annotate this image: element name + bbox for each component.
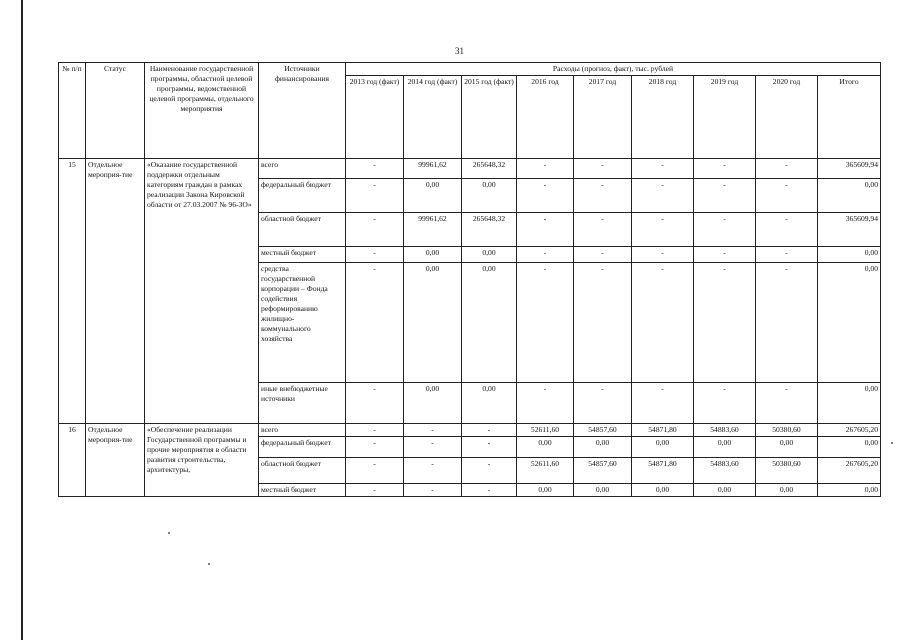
row-value: -	[404, 458, 462, 484]
row-value: -	[517, 383, 574, 424]
row-value: 0,00	[517, 437, 574, 458]
row-value: -	[346, 424, 404, 437]
row-value: -	[574, 263, 632, 383]
row-value: 54871,80	[632, 424, 694, 437]
header-year: 2018 год	[632, 76, 694, 159]
row-total-value: 0,00	[818, 247, 881, 263]
row-value: 0,00	[462, 263, 517, 383]
row-value: -	[346, 458, 404, 484]
row-value: 0,00	[404, 263, 462, 383]
row-value: -	[694, 263, 756, 383]
header-name: Наименование государственной программы, областной целевой программы, ведомственной целевой программы, отдельного мероприятия	[145, 63, 259, 159]
row-value: -	[574, 247, 632, 263]
row-value: 52611,60	[517, 424, 574, 437]
row-value: -	[694, 159, 756, 179]
row-total-value: 0,00	[818, 179, 881, 213]
row-value: -	[517, 263, 574, 383]
row-value: -	[756, 179, 818, 213]
row-value: -	[694, 179, 756, 213]
page-number: 31	[455, 46, 464, 56]
row-value: 0,00	[574, 437, 632, 458]
row-value: -	[756, 159, 818, 179]
row-value: -	[632, 247, 694, 263]
row-value: 52611,60	[517, 458, 574, 484]
row-source: местный бюджет	[259, 247, 346, 263]
row-total-value: 0,00	[818, 437, 881, 458]
scan-speck	[891, 442, 893, 444]
header-year: 2013 год (факт)	[346, 76, 404, 159]
row-value: 0,00	[694, 484, 756, 497]
header-status: Статус	[86, 63, 145, 159]
header-row-top	[59, 63, 881, 76]
row-value: -	[574, 213, 632, 247]
row-value: -	[694, 247, 756, 263]
header-year: 2020 год	[756, 76, 818, 159]
row-value: 265648,32	[462, 213, 517, 247]
header-source: Источники финансирования	[259, 63, 346, 159]
table-row	[59, 159, 881, 179]
row-value: -	[346, 437, 404, 458]
row-value: -	[632, 179, 694, 213]
row-value: -	[574, 159, 632, 179]
row-value: 54883,60	[694, 458, 756, 484]
row-value: 50380,60	[756, 424, 818, 437]
row-number: 16	[59, 424, 86, 497]
row-value: -	[517, 247, 574, 263]
row-value: -	[756, 383, 818, 424]
row-source: средства государственной корпорации – Фонда содействия реформированию жилищно-коммунального хозяйства	[259, 263, 346, 383]
row-value: -	[756, 263, 818, 383]
row-value: 0,00	[574, 484, 632, 497]
row-name: «Обеспечение реализации Государственной программы и прочие мероприятия в области развития строительства, архитектуры,	[145, 424, 259, 497]
row-value: -	[346, 213, 404, 247]
row-source: федеральный бюджет	[259, 437, 346, 458]
row-number: 15	[59, 159, 86, 424]
row-value: -	[346, 484, 404, 497]
row-value: -	[404, 424, 462, 437]
row-value: 0,00	[756, 484, 818, 497]
row-value: -	[517, 179, 574, 213]
row-value: -	[462, 484, 517, 497]
row-value: -	[756, 213, 818, 247]
row-value: 0,00	[632, 484, 694, 497]
row-value: 265648,32	[462, 159, 517, 179]
row-value: -	[346, 179, 404, 213]
row-source: всего	[259, 424, 346, 437]
header-year: 2016 год	[517, 76, 574, 159]
row-value: -	[462, 437, 517, 458]
row-source: областной бюджет	[259, 458, 346, 484]
row-value: -	[756, 247, 818, 263]
row-total-value: 365609,94	[818, 159, 881, 179]
row-value: -	[574, 179, 632, 213]
row-value: 50380,60	[756, 458, 818, 484]
row-value: 0,00	[404, 179, 462, 213]
row-value: -	[694, 383, 756, 424]
header-year: 2019 год	[694, 76, 756, 159]
row-value: 99961,62	[404, 213, 462, 247]
row-value: -	[574, 383, 632, 424]
row-source: иные внебюджетные источники	[259, 383, 346, 424]
scan-speck	[208, 563, 210, 565]
header-expenses: Расходы (прогноз, факт), тыс. рублей	[346, 63, 881, 76]
header-year-total: Итого	[818, 76, 881, 159]
row-value: 54857,60	[574, 424, 632, 437]
row-value: 0,00	[694, 437, 756, 458]
row-total-value: 0,00	[818, 484, 881, 497]
row-value: -	[404, 484, 462, 497]
row-total-value: 0,00	[818, 383, 881, 424]
row-value: -	[462, 458, 517, 484]
row-value: 0,00	[462, 179, 517, 213]
row-name: «Оказание государственной поддержки отдельным категориям граждан в рамках реализации Закона Кировской области от 27.03.2007 № 96-ЗО»	[145, 159, 259, 424]
budget-table	[58, 62, 881, 497]
row-value: -	[346, 383, 404, 424]
row-value: -	[694, 213, 756, 247]
row-status: Отдельное мероприя-тие	[86, 424, 145, 497]
header-year: 2017 год	[574, 76, 632, 159]
row-total-value: 267605,20	[818, 424, 881, 437]
row-value: 0,00	[404, 247, 462, 263]
row-value: -	[462, 424, 517, 437]
header-num: № п/п	[59, 63, 86, 159]
row-value: 0,00	[756, 437, 818, 458]
row-value: 0,00	[462, 247, 517, 263]
row-value: 0,00	[462, 383, 517, 424]
row-total-value: 0,00	[818, 263, 881, 383]
row-value: -	[632, 213, 694, 247]
row-value: 99961,62	[404, 159, 462, 179]
row-source: областной бюджет	[259, 213, 346, 247]
row-source: всего	[259, 159, 346, 179]
row-value: 54871,80	[632, 458, 694, 484]
row-value: 0,00	[632, 437, 694, 458]
row-value: -	[346, 159, 404, 179]
row-value: -	[517, 159, 574, 179]
binder-line	[21, 0, 23, 640]
table-body	[59, 159, 881, 497]
row-value: 54883,60	[694, 424, 756, 437]
row-source: федеральный бюджет	[259, 179, 346, 213]
table-row	[59, 424, 881, 437]
row-total-value: 365609,94	[818, 213, 881, 247]
row-value: -	[632, 159, 694, 179]
row-value: 0,00	[404, 383, 462, 424]
header-year: 2015 год (факт)	[462, 76, 517, 159]
row-value: -	[404, 437, 462, 458]
row-total-value: 267605,20	[818, 458, 881, 484]
row-value: -	[632, 263, 694, 383]
scan-speck	[168, 532, 170, 534]
row-source: местный бюджет	[259, 484, 346, 497]
row-value: -	[346, 247, 404, 263]
row-status: Отдельное мероприя-тие	[86, 159, 145, 424]
header-year: 2014 год (факт)	[404, 76, 462, 159]
row-value: -	[517, 213, 574, 247]
row-value: -	[632, 383, 694, 424]
row-value: 54857,60	[574, 458, 632, 484]
row-value: -	[346, 263, 404, 383]
row-value: 0,00	[517, 484, 574, 497]
